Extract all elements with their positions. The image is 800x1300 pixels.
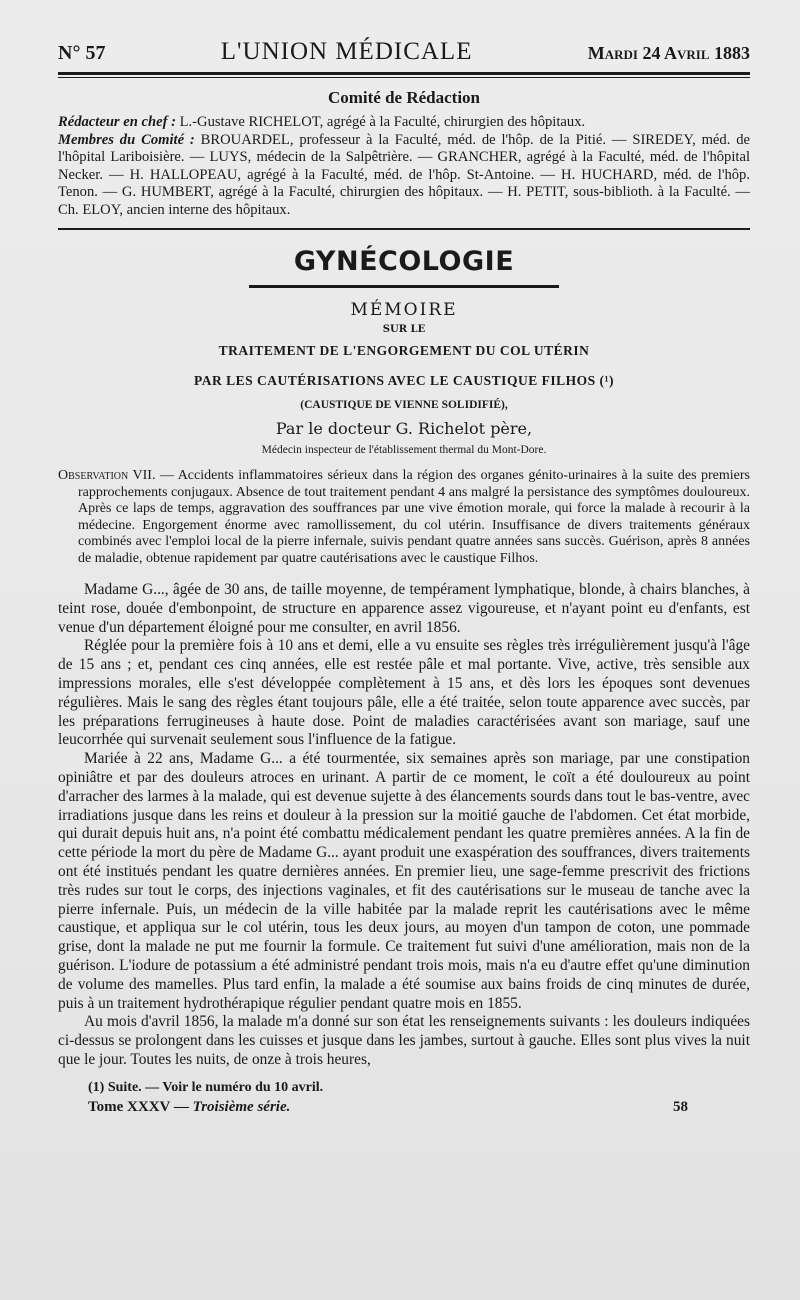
committee-list <box>58 114 750 219</box>
article-subtitle: (CAUSTIQUE DE VIENNE SOLIDIFIÉ), <box>300 399 508 411</box>
members-text: BROUARDEL, professeur à la Faculté, méd. de l'hôp. de la Pitié. — SIREDEY, méd. de l'hôpital Lariboisière. — LUYS, médecin de la Salpêtrière. — GRANCHER, agrégé à la Faculté, méd. de l'hôpital Necker. — H. HALLOPEAU, agrégé à la Faculté, méd. de l'hôp. St-Antoine. — H. HUCHARD, méd. de l'hôp. Tenon. — G. HUMBERT, agrégé à la Faculté, chirurgien des hôpitaux. — H. PETIT, sous-biblioth. à la Faculté. — Ch. ELOY, ancien interne des hôpitaux. <box>58 131 750 218</box>
sur-le-label: SUR LE <box>382 324 426 335</box>
series-italic: Troisième série. <box>192 1098 291 1115</box>
section-rule <box>249 285 559 288</box>
section-heading: GYNÉCOLOGIE <box>293 246 515 277</box>
footnote: (1) Suite. — Voir le numéro du 10 avril. <box>88 1079 324 1095</box>
editor-text: L.-Gustave RICHELOT, agrégé à la Faculté, chirurgien des hôpitaux. <box>179 114 586 130</box>
paragraph: Au mois d'avril 1856, la malade m'a donné sur son état les renseignements suivants : les douleurs indiquées ci-dessus se prolongent dans les cuisses et jusque dans les jambes, surtout à gauche. Elles sont plus vives la nuit que le jour. Toutes les nuits, de onze à trois heures, <box>58 1013 750 1068</box>
observation-text: — Accidents inflammatoires sérieux dans la région des organes génito-urinaires à la suite des premiers rapprochements conjugaux. Absence de tout traitement pendant 4 ans malgré la persistance des symptômes douloureux. Après ce laps de temps, aggravation des souffrances par une vive émotion morale, qui force la malade à recourir à la médecine. Engorgement énorme avec ramollissement, du col utérin. Insuffisance de divers traitements généraux combinés avec l'emploi local de la pierre infernale, suivis pendant quatre années sans succès. Guérison, après 8 années de maladie, obtenue rapidement par quatre cautérisations avec le caustique Filhos. <box>78 468 750 566</box>
paragraph: Réglée pour la première fois à 10 ans et demi, elle a vu ensuite ses règles très irrégulièrement jusqu'à l'âge de 15 ans ; et, pendant ces cinq années, elle est restée pâle et mal portante. Vive, active, très sensible aux impressions morales, elle s'est développée complètement à 15 ans, et dès lors les époques sont devenues régulières. Mais le sang des règles étant toujours pâle, elle a été traitée, selon toute apparence avec succès, par les préparations ferrugineuses à haute dose. Point de maladies caractérisées avant son mariage, sauf une leucorrhée qui survenait seulement sous l'influence de la fatigue. <box>58 637 750 749</box>
paragraph: Mariée à 22 ans, Madame G... a été tourmentée, six semaines après son mariage, par une constipation opiniâtre et par des douleurs atroces en urinant. A partir de ce moment, le coït a été douloureux au point d'arracher des larmes à la malade, qui est devenue sujette à des élancements sourds dans tout le bas-ventre, avec irradiations jusque dans les reins et douleur à la pression sur la moitié gauche de l'abdomen. Cet état morbide, qui durait depuis huit ans, n'a point été combattu médicalement pendant les quatre premières années. A la fin de cette période la mort du père de Madame G... ayant produit une exaspération des souffrances, divers traitements ont été institués pendant les quatre dernières années. En premier lieu, une sage-femme prescrivit des frictions très rudes sur tout le corps, des injections vaginales, et fit des cautérisations sur le museau de tanche avec la pierre infernale. Puis, un médecin de la ville habitée par la malade reprit les cautérisations avec le même caustique, et appliqua sur le col utérin, tous les deux jours, au moyen d'un tampon de coton, une pommade grise, dont la malade ne put me fournir la formule. Ce traitement fut suivi d'une amélioration, mais non de la guérison. L'iodure de potassium a été administré pendant trois mois, mais n'a eu d'autre effet qu'une diminution de volume des mamelles. Plus tard enfin, la malade a été soumise aux bains froids de cinq minutes de durée, puis à un traitement hydrothérapique régulier pendant quatre mois en 1855. <box>58 750 750 1012</box>
members-line <box>58 132 750 220</box>
observation-label: Observation VII. <box>58 468 156 483</box>
article-title-line1: TRAITEMENT DE L'ENGORGEMENT DU COL UTÉRIN <box>218 343 590 358</box>
page-footer <box>88 1099 750 1116</box>
editor-label: Rédacteur en chef : <box>58 114 176 130</box>
masthead-rule-thin <box>58 77 750 78</box>
editor-line <box>58 114 750 132</box>
masthead <box>58 38 750 66</box>
article-body <box>58 581 750 1070</box>
masthead-rule <box>58 72 750 75</box>
committee-separator <box>58 228 750 230</box>
memoir-label: MÉMOIRE <box>350 300 458 320</box>
article-author: Par le docteur G. Richelot père, <box>275 419 533 438</box>
paragraph: Madame G..., âgée de 30 ans, de taille moyenne, de tempérament lymphatique, blonde, à chairs blanches, à teint rose, douée d'embonpoint, de structure en apparence assez vigoureuse, et n'ayant point eu d'enfants, est venue d'un département éloigné pour me consulter, en avril 1856. <box>58 581 750 636</box>
journal-title: L'UNION MÉDICALE <box>220 38 473 65</box>
observation-summary <box>58 468 750 567</box>
series-prefix: Tome XXXV — <box>88 1098 193 1115</box>
members-label: Membres du Comité : <box>58 131 195 148</box>
issue-date: Mardi 24 Avril 1883 <box>587 43 750 63</box>
article-title-line2: PAR LES CAUTÉRISATIONS AVEC LE CAUSTIQUE FILHOS (¹) <box>193 373 614 388</box>
issue-number: N° 57 <box>58 42 106 64</box>
page-number: 58 <box>673 1098 688 1115</box>
committee-title: Comité de Rédaction <box>327 88 481 107</box>
author-affiliation: Médecin inspecteur de l'établissement thermal du Mont-Dore. <box>261 444 547 456</box>
volume-series <box>88 1099 290 1116</box>
